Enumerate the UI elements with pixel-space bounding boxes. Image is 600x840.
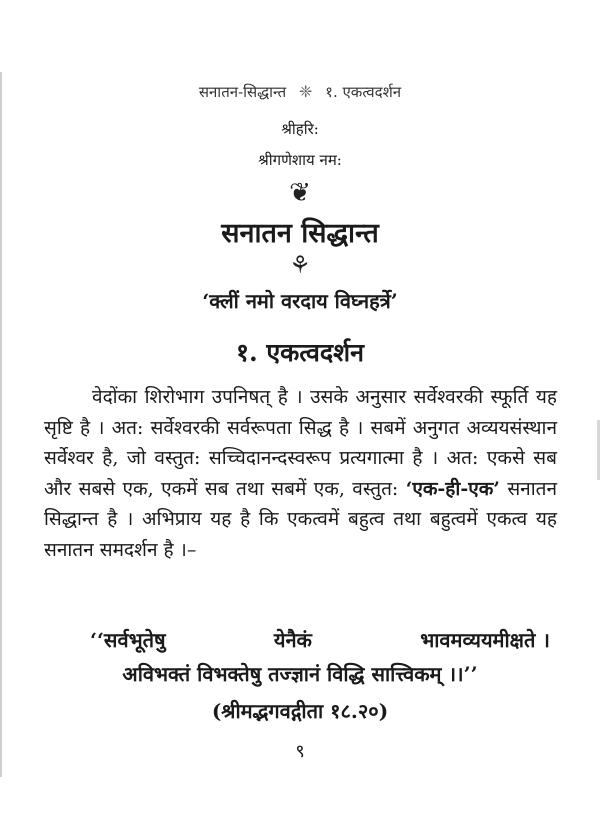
invocation-shrihari: श्रीहरि: <box>281 120 319 138</box>
floral-ornament-icon: ⚘ <box>289 251 311 279</box>
paragraph-emphasis: ‘एक-ही-एक’ <box>405 477 500 500</box>
verse-line-1 <box>60 626 550 653</box>
mantra-heading: ‘क्लीं नमो वरदाय विघ्नहर्त्रे’ <box>202 289 398 313</box>
running-head-chapter: १. एकत्वदर्शन <box>325 83 402 101</box>
running-head-ornament-icon: ❈ <box>298 82 313 101</box>
verse-line-1-word-c: भावमव्ययमीक्षते । <box>420 628 550 652</box>
paragraph-text-part2: सनातन सिद्धान्त है । अभिप्राय यह है कि एकत्वमें बहुत्व तथा बहुत्वमें एकत्व यह सनातन समदर्शन है ।– <box>44 477 558 561</box>
running-head-book-title: सनातन-सिद्धान्त <box>198 83 287 101</box>
decorative-ornament-icon: ❦ <box>289 178 311 208</box>
page-number: ९ <box>295 741 305 762</box>
chapter-title: १. एकत्वदर्शन <box>235 338 365 367</box>
body-paragraph <box>44 382 557 565</box>
invocation-ganesh: श्रीगणेशाय नम: <box>258 151 342 169</box>
page-title: सनातन सिद्धान्त <box>221 218 379 249</box>
paragraph-text-part1: वेदोंका शिरोभाग उपनिषत् है । उसके अनुसार सर्वेश्वरकी स्फूर्ति यह सृष्टि है । अत: सर्वेश्वरकी सर्वरूपता सिद्ध है । सबमें अनुगत अव्ययसंस्थान सर्वेश्वर है, जो वस्तुत: सच्चिदानन्दस्वरूप प्रत्यगात्मा है । अत: एकसे सब और सबसे एक, एकमें सब तथा सबमें एक, वस्तुत: <box>44 386 557 500</box>
verse-line-1-word-a: ‘‘सर्वभूतेषु <box>90 628 166 652</box>
running-head <box>0 82 600 102</box>
verse-line-2: अविभक्तं विभक्तेषु तज्ज्ञानं विद्धि सात्त्विकम् ।।’’ <box>122 662 478 686</box>
verse-line-1-word-b: येनैकं <box>273 628 312 652</box>
verse-citation: (श्रीमद्भगवद्गीता १८.२०) <box>211 699 389 723</box>
